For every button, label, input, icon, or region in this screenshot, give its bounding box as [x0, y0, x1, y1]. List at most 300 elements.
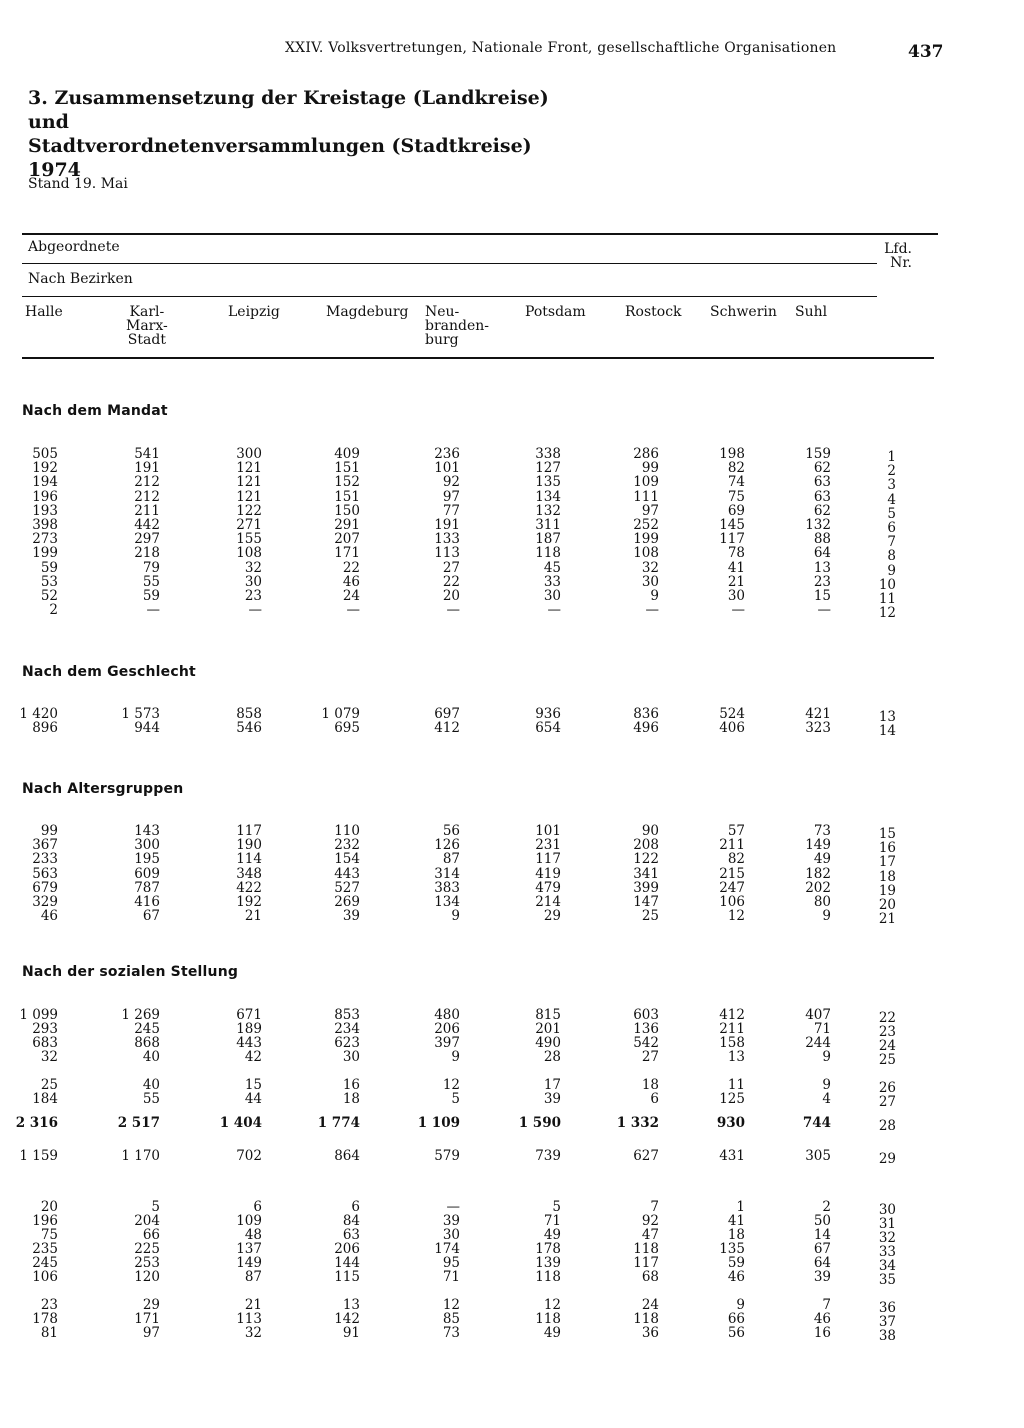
table-cell: 126	[434, 837, 460, 854]
table-cell: 206	[434, 1021, 460, 1037]
table-cell: 419	[535, 865, 561, 882]
row-number: 12	[878, 605, 896, 622]
table-cell: 52	[40, 588, 58, 604]
table-cell: 108	[633, 545, 659, 562]
table-cell: 189	[236, 1021, 262, 1037]
row-number: 31	[878, 1216, 896, 1232]
table-cell: 6	[253, 1199, 262, 1215]
table-cell: 329	[32, 894, 58, 910]
table-cell: 421	[805, 706, 831, 722]
table-cell: 191	[134, 460, 160, 477]
table-cell: 40	[142, 1049, 160, 1065]
table-cell: 1 170	[121, 1148, 160, 1164]
row-number: 36	[878, 1300, 896, 1316]
table-cell: 1 269	[121, 1007, 160, 1023]
table-cell: 118	[535, 545, 561, 562]
table-cell: 79	[142, 559, 160, 576]
table-cell: 45	[543, 559, 561, 576]
table-cell: 198	[719, 446, 745, 462]
table-cell: 192	[32, 460, 58, 477]
table-cell: 145	[719, 517, 745, 533]
table-cell: 113	[236, 1311, 262, 1327]
table-cell: 247	[719, 879, 745, 896]
table-cell: 864	[334, 1148, 360, 1164]
table-cell: 14	[813, 1227, 831, 1243]
row-number: 9	[887, 562, 896, 579]
table-cell: 341	[633, 865, 659, 882]
table-cell: 383	[434, 879, 460, 896]
table-cell: 110	[334, 823, 360, 839]
table-cell: 74	[727, 474, 745, 491]
table-cell: 49	[543, 1227, 561, 1243]
table-cell: 744	[802, 1115, 831, 1131]
table-cell: 15	[244, 1077, 262, 1093]
table-cell: 314	[434, 865, 460, 882]
table-cell: 1	[736, 1199, 745, 1215]
table-cell: 815	[535, 1007, 561, 1023]
table-cell: 1 109	[417, 1115, 460, 1131]
header-abgeordnete: Abgeordnete	[28, 239, 120, 255]
table-cell: 49	[813, 851, 831, 868]
table-cell: —	[446, 1199, 460, 1215]
row-number: 28	[878, 1118, 896, 1134]
table-cell: 253	[134, 1255, 160, 1271]
table-cell: 118	[535, 1311, 561, 1327]
table-cell: 46	[813, 1311, 831, 1327]
table-cell: 442	[134, 517, 160, 533]
table-cell: 21	[727, 573, 745, 590]
row-number: 11	[878, 591, 896, 607]
table-cell: 32	[641, 559, 659, 576]
table-cell: 151	[334, 488, 360, 505]
table-cell: 11	[727, 1077, 745, 1093]
column-header: Schwerin	[710, 304, 777, 320]
table-cell: 82	[727, 460, 745, 477]
table-cell: 235	[32, 1241, 58, 1257]
table-cell: 55	[142, 573, 160, 590]
table-cell: 49	[543, 1325, 561, 1341]
table-cell: 20	[442, 588, 460, 604]
table-cell: 46	[342, 573, 360, 590]
table-cell: 46	[727, 1269, 745, 1285]
table-cell: 944	[134, 720, 160, 737]
table-cell: 397	[434, 1035, 460, 1051]
table-cell: 30	[442, 1227, 460, 1243]
table-cell: 29	[142, 1297, 160, 1313]
row-number: 14	[878, 723, 896, 740]
table-cell: 75	[40, 1227, 58, 1243]
table-cell: 300	[236, 446, 262, 462]
table-cell: 23	[40, 1297, 58, 1313]
table-cell: 24	[641, 1297, 659, 1313]
table-cell: 77	[442, 502, 460, 519]
row-number: 17	[878, 854, 896, 871]
row-number: 13	[878, 709, 896, 725]
row-number: 33	[878, 1244, 896, 1260]
header-nach-bezirken: Nach Bezirken	[28, 271, 133, 287]
table-cell: 480	[434, 1007, 460, 1023]
table-cell: 48	[244, 1227, 262, 1243]
stand-date: Stand 19. Mai	[28, 176, 128, 192]
table-cell: 41	[727, 1213, 745, 1229]
table-cell: 53	[40, 573, 58, 590]
table-cell: 69	[727, 502, 745, 519]
table-cell: 149	[236, 1255, 262, 1271]
table-cell: 6	[650, 1091, 659, 1107]
table-cell: 22	[442, 573, 460, 590]
table-cell: —	[817, 602, 831, 619]
table-cell: 152	[334, 474, 360, 491]
table-cell: 1 332	[616, 1115, 659, 1131]
table-cell: 1 404	[219, 1115, 262, 1131]
table-cell: 32	[244, 1325, 262, 1341]
table-cell: 127	[535, 460, 561, 477]
table-cell: 15	[813, 588, 831, 604]
table-cell: 541	[134, 446, 160, 462]
table-cell: 9	[822, 908, 831, 925]
table-cell: 214	[535, 894, 561, 910]
header-rule-2	[22, 296, 877, 297]
table-cell: 42	[244, 1049, 262, 1065]
table-cell: 75	[727, 488, 745, 505]
table-cell: 836	[633, 706, 659, 722]
column-header: Karl- Marx- Stadt	[126, 304, 168, 348]
table-cell: 139	[535, 1255, 561, 1271]
table-cell: 398	[32, 517, 58, 533]
table-cell: 739	[535, 1148, 561, 1164]
table-cell: 85	[442, 1311, 460, 1327]
table-cell: 88	[813, 531, 831, 548]
table-cell: 273	[32, 531, 58, 548]
table-cell: 563	[32, 865, 58, 882]
column-header: Leipzig	[228, 304, 280, 320]
table-cell: 695	[334, 720, 360, 737]
table-cell: 244	[805, 1035, 831, 1051]
table-cell: 135	[719, 1241, 745, 1257]
table-cell: 46	[40, 908, 58, 925]
row-number: 16	[878, 840, 896, 857]
table-cell: 787	[134, 879, 160, 896]
table-cell: 151	[334, 460, 360, 477]
table-cell: 5	[552, 1199, 561, 1215]
table-cell: 1 159	[19, 1148, 58, 1164]
table-cell: 36	[641, 1325, 659, 1341]
table-cell: 234	[334, 1021, 360, 1037]
table-cell: 858	[236, 706, 262, 722]
table-cell: 114	[236, 851, 262, 868]
table-cell: 84	[342, 1213, 360, 1229]
table-cell: 101	[535, 823, 561, 839]
table-cell: 431	[719, 1148, 745, 1164]
table-cell: 1 590	[518, 1115, 561, 1131]
table-cell: 136	[633, 1021, 659, 1037]
table-cell: 30	[543, 588, 561, 604]
table-cell: 9	[451, 1049, 460, 1065]
table-cell: 1 079	[321, 706, 360, 722]
row-number: 29	[878, 1151, 896, 1167]
table-cell: 211	[719, 837, 745, 854]
table-cell: 9	[822, 1077, 831, 1093]
running-header: XXIV. Volksvertretungen, Nationale Front, gesellschaftliche Organisationen	[285, 40, 837, 56]
table-cell: 95	[442, 1255, 460, 1271]
table-cell: 654	[535, 720, 561, 737]
section-title: Nach der sozialen Stellung	[22, 964, 239, 980]
table-cell: 195	[134, 851, 160, 868]
table-cell: 16	[813, 1325, 831, 1341]
table-cell: 5	[451, 1091, 460, 1107]
table-cell: 18	[727, 1227, 745, 1243]
table-cell: 182	[805, 865, 831, 882]
table-cell: 609	[134, 865, 160, 882]
table-cell: 13	[727, 1049, 745, 1065]
table-cell: 311	[535, 517, 561, 533]
table-cell: 64	[813, 1255, 831, 1271]
row-number: 8	[887, 548, 896, 565]
table-cell: 41	[727, 559, 745, 576]
table-cell: 13	[342, 1297, 360, 1313]
table-cell: 416	[134, 894, 160, 910]
table-cell: 443	[236, 1035, 262, 1051]
table-cell: 1 099	[19, 1007, 58, 1023]
table-cell: 6	[351, 1199, 360, 1215]
section-title: Nach dem Geschlecht	[22, 664, 196, 680]
table-cell: 87	[244, 1269, 262, 1285]
table-cell: 199	[32, 545, 58, 562]
table-cell: 56	[442, 823, 460, 839]
table-cell: 125	[719, 1091, 745, 1107]
table-cell: 99	[40, 823, 58, 839]
table-cell: 212	[134, 488, 160, 505]
table-cell: 542	[633, 1035, 659, 1051]
header-lfd-nr: Lfd. Nr.	[884, 241, 912, 271]
table-cell: 118	[633, 1241, 659, 1257]
table-cell: 505	[32, 446, 58, 462]
table-cell: 212	[134, 474, 160, 491]
table-cell: 155	[236, 531, 262, 548]
table-cell: 64	[813, 545, 831, 562]
table-cell: 178	[32, 1311, 58, 1327]
table-cell: 142	[334, 1311, 360, 1327]
table-cell: 399	[633, 879, 659, 896]
table-cell: 117	[535, 851, 561, 868]
row-number: 30	[878, 1202, 896, 1218]
table-cell: 9	[650, 588, 659, 604]
table-cell: 121	[236, 474, 262, 491]
table-cell: 150	[334, 502, 360, 519]
row-number: 34	[878, 1258, 896, 1274]
table-cell: 18	[641, 1077, 659, 1093]
table-cell: 25	[641, 908, 659, 925]
table-cell: —	[446, 602, 460, 619]
table-cell: 135	[535, 474, 561, 491]
table-cell: 2 517	[117, 1115, 160, 1131]
table-cell: 122	[236, 502, 262, 519]
table-cell: 211	[719, 1021, 745, 1037]
table-cell: 97	[142, 1325, 160, 1341]
table-cell: 158	[719, 1035, 745, 1051]
table-cell: 936	[535, 706, 561, 722]
table-cell: —	[547, 602, 561, 619]
table-cell: 159	[805, 446, 831, 462]
table-cell: 225	[134, 1241, 160, 1257]
row-number: 6	[887, 520, 896, 536]
table-cell: 92	[641, 1213, 659, 1229]
table-cell: 204	[134, 1213, 160, 1229]
table-cell: 422	[236, 879, 262, 896]
table-cell: 59	[142, 588, 160, 604]
table-cell: —	[346, 602, 360, 619]
row-number: 10	[878, 576, 896, 593]
table-cell: 1 573	[121, 706, 160, 722]
table-cell: 62	[813, 460, 831, 477]
table-cell: 579	[434, 1148, 460, 1164]
table-cell: 25	[40, 1077, 58, 1093]
table-cell: 118	[535, 1269, 561, 1285]
table-cell: 305	[805, 1148, 831, 1164]
table-cell: 56	[727, 1325, 745, 1341]
table-cell: 697	[434, 706, 460, 722]
table-cell: 134	[434, 894, 460, 910]
table-cell: 2	[49, 602, 58, 619]
table-cell: 202	[805, 879, 831, 896]
table-cell: 194	[32, 474, 58, 491]
table-cell: 29	[543, 908, 561, 925]
table-cell: 12	[442, 1077, 460, 1093]
table-cell: 27	[442, 559, 460, 576]
table-cell: 24	[342, 588, 360, 604]
title-line-1: 3. Zusammensetzung der Kreistage (Landkreise) und	[28, 87, 549, 133]
table-cell: 23	[244, 588, 262, 604]
table-cell: 21	[244, 908, 262, 925]
table-cell: 87	[442, 851, 460, 868]
table-cell: 178	[535, 1241, 561, 1257]
table-cell: 47	[641, 1227, 659, 1243]
table-cell: 22	[342, 559, 360, 576]
table-cell: 67	[142, 908, 160, 925]
table-cell: 27	[641, 1049, 659, 1065]
header-rule-1	[22, 263, 877, 264]
table-cell: 12	[543, 1297, 561, 1313]
table-cell: 39	[543, 1091, 561, 1107]
table-cell: 81	[40, 1325, 58, 1341]
table-cell: 627	[633, 1148, 659, 1164]
table-cell: 92	[442, 474, 460, 491]
table-cell: 21	[244, 1297, 262, 1313]
table-cell: 196	[32, 1213, 58, 1229]
table-cell: 171	[134, 1311, 160, 1327]
table-cell: 59	[727, 1255, 745, 1271]
table-cell: 23	[813, 573, 831, 590]
table-cell: 50	[813, 1213, 831, 1229]
table-cell: 99	[641, 460, 659, 477]
table-cell: 115	[334, 1269, 360, 1285]
table-cell: 192	[236, 894, 262, 910]
table-cell: 191	[434, 517, 460, 533]
table-cell: 13	[813, 559, 831, 576]
table-cell: 108	[236, 545, 262, 562]
table-cell: 206	[334, 1241, 360, 1257]
table-cell: 39	[813, 1269, 831, 1285]
table-cell: 271	[236, 517, 262, 533]
table-cell: 122	[633, 851, 659, 868]
table-cell: 524	[719, 706, 745, 722]
table-cell: 215	[719, 865, 745, 882]
table-cell: 44	[244, 1091, 262, 1107]
table-cell: 348	[236, 865, 262, 882]
row-number: 26	[878, 1080, 896, 1096]
row-number: 38	[878, 1328, 896, 1344]
table-cell: 18	[342, 1091, 360, 1107]
table-cell: 190	[236, 837, 262, 854]
column-header: Magdeburg	[326, 304, 409, 320]
table-cell: 30	[727, 588, 745, 604]
table-cell: 111	[633, 488, 659, 505]
table-cell: 201	[535, 1021, 561, 1037]
column-header: Neu- branden- burg	[425, 304, 490, 348]
table-cell: 286	[633, 446, 659, 462]
row-number: 21	[878, 911, 896, 928]
table-cell: 66	[727, 1311, 745, 1327]
table-cell: 269	[334, 894, 360, 910]
table-cell: 59	[40, 559, 58, 576]
row-number: 24	[878, 1038, 896, 1054]
title-line-2: Stadtverordnetenversammlungen (Stadtkreise) 1974	[28, 135, 532, 181]
row-number: 20	[878, 897, 896, 913]
row-number: 25	[878, 1052, 896, 1068]
table-cell: 338	[535, 446, 561, 462]
table-cell: 232	[334, 837, 360, 854]
table-cell: 117	[236, 823, 262, 839]
table-cell: 412	[719, 1007, 745, 1023]
table-cell: 39	[342, 908, 360, 925]
table-cell: 63	[342, 1227, 360, 1243]
table-cell: 109	[236, 1213, 262, 1229]
table-cell: 323	[805, 720, 831, 737]
table-cell: 9	[822, 1049, 831, 1065]
table-cell: 33	[543, 573, 561, 590]
table-cell: 78	[727, 545, 745, 562]
table-cell: 527	[334, 879, 360, 896]
table-cell: 32	[244, 559, 262, 576]
table-cell: 113	[434, 545, 460, 562]
table-cell: 133	[434, 531, 460, 548]
header-bottom-rule	[22, 357, 934, 359]
table-cell: 30	[244, 573, 262, 590]
table-cell: 196	[32, 488, 58, 505]
table-cell: 91	[342, 1325, 360, 1341]
table-cell: 297	[134, 531, 160, 548]
table-cell: 71	[442, 1269, 460, 1285]
table-cell: 154	[334, 851, 360, 868]
table-cell: 73	[442, 1325, 460, 1341]
table-cell: 120	[134, 1269, 160, 1285]
table-cell: 12	[727, 908, 745, 925]
column-header: Potsdam	[525, 304, 586, 320]
row-number: 4	[887, 491, 896, 508]
table-cell: —	[248, 602, 262, 619]
table-cell: 144	[334, 1255, 360, 1271]
table-cell: 1 420	[19, 706, 58, 722]
table-cell: 187	[535, 531, 561, 548]
table-cell: 291	[334, 517, 360, 533]
table-cell: —	[645, 602, 659, 619]
table-cell: 80	[813, 894, 831, 910]
table-cell: 623	[334, 1035, 360, 1051]
column-header: Halle	[25, 304, 63, 320]
page-number: 437	[908, 42, 944, 62]
table-cell: 28	[543, 1049, 561, 1065]
table-cell: 208	[633, 837, 659, 854]
